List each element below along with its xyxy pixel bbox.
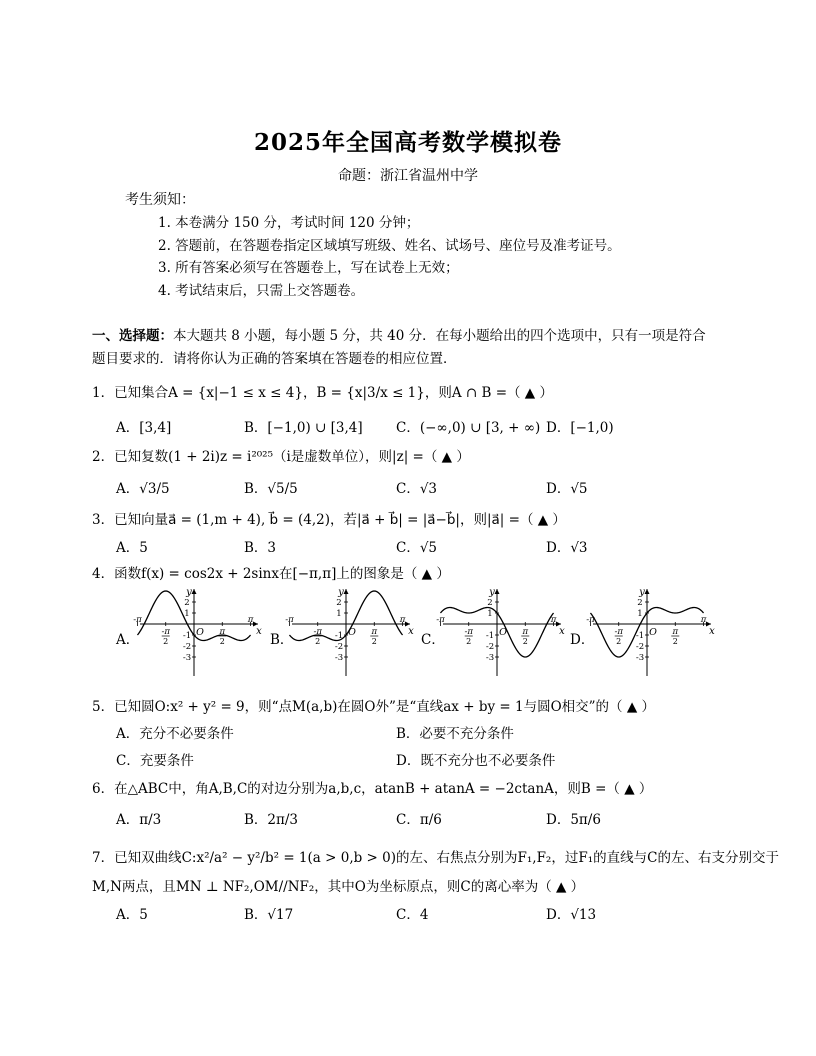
notice-item: 3. 所有答案必须写在答题卷上，写在试卷上无效； (158, 260, 459, 276)
q7-option-b: B．√17 (244, 907, 294, 923)
y-tick-label: -2 (485, 642, 495, 652)
q2-option-d: D．√5 (546, 481, 588, 497)
question-7-stem-2: M,N两点，且MN ⊥ NF₂,OM//NF₂，其中O为坐标原点，则C的离心率为（ ▲ ） (92, 879, 585, 895)
q5-option-a: A．充分不必要条件 (116, 726, 234, 742)
q4-graph-a (133, 586, 262, 680)
x-tick-label-half-pi: π (672, 627, 679, 637)
y-tick-label: 2 (637, 598, 643, 608)
x-tick-label-pi: π (247, 615, 254, 625)
y-tick-label: -3 (485, 653, 495, 663)
origin-label: O (196, 627, 204, 638)
q4-graph-d (586, 586, 715, 680)
x-tick-label-half-pi: -π (464, 627, 473, 637)
q3-option-a: A．5 (116, 540, 148, 556)
question-3-stem: 3．已知向量a⃗ = (1,m + 4), b⃗ = (4,2)，若|a⃗ + b⃗| = |a⃗−b⃗|，则|a⃗| =（ ▲ ） (92, 512, 566, 528)
x-tick-label-half-pi: -π (614, 627, 623, 637)
x-tick-label-den: 2 (163, 637, 169, 646)
x-axis-label: x (256, 626, 262, 637)
x-tick-label-half-pi: π (219, 627, 226, 637)
y-tick-label: -3 (182, 653, 192, 663)
q4-option-a-label: A． (116, 632, 140, 648)
section-text-2: 题目要求的．请将你认为正确的答案填在答题卷的相应位置． (92, 351, 457, 367)
q2-option-a: A．√3/5 (116, 481, 170, 497)
q3-option-b: B．3 (244, 540, 277, 556)
q7-option-c: C．4 (396, 907, 429, 923)
section-heading (92, 324, 706, 344)
question-7-stem-1: 7．已知双曲线C:x²/a² − y²/b² = 1(a > 0,b > 0)的左、右焦点分别为F₁,F₂，过F₁的直线与C的左、右支分别交于 (92, 850, 779, 866)
q4-option-d-label: D． (570, 632, 595, 648)
x-tick-label-den: 2 (616, 637, 622, 646)
y-axis-arrow (192, 589, 197, 594)
notice-item: 4. 考试结束后，只需上交答题卷。 (158, 283, 365, 299)
q4-graph-b (285, 586, 414, 680)
q4-graph-c (436, 586, 565, 680)
x-tick-label-half-pi: -π (313, 627, 322, 637)
page-subtitle: 命题：浙江省温州中学 (338, 168, 478, 184)
x-tick-label-den: 2 (466, 637, 472, 646)
x-tick-label-neg-pi: -π (586, 615, 595, 625)
q5-option-d: D．既不充分也不必要条件 (396, 753, 556, 769)
y-axis-label: y (639, 587, 645, 598)
y-tick-label: 1 (184, 609, 190, 619)
x-tick-label-pi: π (700, 615, 707, 625)
q3-option-d: D．√3 (546, 540, 588, 556)
y-tick-label: 1 (336, 609, 342, 619)
notice-item: 2. 答题前，在答题卷指定区域填写班级、姓名、试场号、座位号及准考证号。 (158, 238, 621, 254)
q7-option-d: D．√13 (546, 907, 597, 923)
x-tick-label-den: 2 (522, 637, 528, 646)
y-axis-label: y (338, 587, 344, 598)
y-tick-label: -2 (182, 642, 192, 652)
q6-option-a: A．π/3 (116, 812, 162, 828)
section-text: 本大题共 8 小题，每小题 5 分，共 40 分．在每小题给出的四个选项中，只有一项是符合 (173, 328, 706, 344)
q6-option-b: B．2π/3 (244, 812, 299, 828)
q6-option-c: C．π/6 (396, 812, 442, 828)
y-tick-label: 2 (487, 598, 493, 608)
notice-heading: 考生须知： (125, 192, 195, 208)
question-2-stem: 2．已知复数(1 + 2i)z = i²⁰²⁵（i是虚数单位），则|z| =（ ▲ ） (92, 449, 470, 465)
x-axis-label: x (408, 626, 414, 637)
q2-option-b: B．√5/5 (244, 481, 298, 497)
x-tick-label-neg-pi: -π (133, 615, 142, 625)
y-tick-label: -1 (635, 631, 645, 641)
q6-option-d: D．5π/6 (546, 812, 601, 828)
q1-option-a: A．[3,4] (116, 420, 172, 436)
x-tick-label-neg-pi: -π (436, 615, 445, 625)
q4-option-b-label: B． (270, 632, 294, 648)
y-tick-label: -3 (635, 653, 645, 663)
q7-option-a: A．5 (116, 907, 148, 923)
q5-option-c: C．充要条件 (116, 753, 194, 769)
y-axis-label: y (489, 587, 495, 598)
y-axis-arrow (495, 589, 500, 594)
x-tick-label-den: 2 (672, 637, 678, 646)
y-tick-label: 1 (487, 609, 493, 619)
section-label: 一、选择题： (92, 328, 173, 344)
x-tick-label-den: 2 (315, 637, 321, 646)
q5-option-b: B．必要不充分条件 (396, 726, 514, 742)
x-tick-label-den: 2 (371, 637, 377, 646)
x-tick-label-half-pi: -π (161, 627, 170, 637)
y-tick-label: 1 (637, 609, 643, 619)
question-6-stem: 6．在△ABC中，角A,B,C的对边分别为a,b,c，atanB + atanA = −2ctanA，则B =（ ▲ ） (92, 781, 653, 797)
q4-option-c-label: C． (421, 632, 445, 648)
x-tick-label-pi: π (399, 615, 406, 625)
q1-option-c: C．(−∞,0) ∪ [3, + ∞) (396, 420, 541, 436)
y-tick-label: -2 (635, 642, 645, 652)
page-title: 2025年全国高考数学模拟卷 (253, 129, 562, 156)
y-axis-label: y (186, 587, 192, 598)
origin-label: O (499, 627, 507, 638)
q2-option-c: C．√3 (396, 481, 438, 497)
y-axis-arrow (645, 589, 650, 594)
y-tick-label: -2 (334, 642, 344, 652)
y-tick-label: 2 (184, 598, 190, 608)
x-axis-label: x (709, 626, 715, 637)
q1-option-b: B．[−1,0) ∪ [3,4] (244, 420, 363, 436)
question-5-stem: 5．已知圆O:x² + y² = 9，则“点M(a,b)在圆O外”是“直线ax + by = 1与圆O相交”的（ ▲ ） (92, 699, 655, 715)
origin-label: O (348, 627, 356, 638)
y-tick-label: -3 (334, 653, 344, 663)
x-tick-label-pi: π (550, 615, 557, 625)
question-1-stem: 1．已知集合A = {x|−1 ≤ x ≤ 4}，B = {x|3/x ≤ 1}，则A ∩ B =（ ▲ ） (92, 385, 553, 401)
question-4-stem: 4．函数f(x) = cos2x + 2sinx在[−π,π]上的图象是（ ▲ ） (92, 566, 450, 582)
x-tick-label-half-pi: π (522, 627, 529, 637)
x-tick-label-half-pi: π (371, 627, 378, 637)
y-tick-label: -1 (182, 631, 192, 641)
q1-option-d: D．[−1,0) (546, 420, 614, 436)
x-tick-label-neg-pi: -π (285, 615, 294, 625)
x-tick-label-den: 2 (219, 637, 225, 646)
y-tick-label: -1 (334, 631, 344, 641)
q3-option-c: C．√5 (396, 540, 438, 556)
x-axis-label: x (559, 626, 565, 637)
y-tick-label: -1 (485, 631, 495, 641)
origin-label: O (649, 627, 657, 638)
y-axis-arrow (344, 589, 349, 594)
y-tick-label: 2 (336, 598, 342, 608)
notice-item: 1. 本卷满分 150 分，考试时间 120 分钟； (158, 215, 420, 231)
